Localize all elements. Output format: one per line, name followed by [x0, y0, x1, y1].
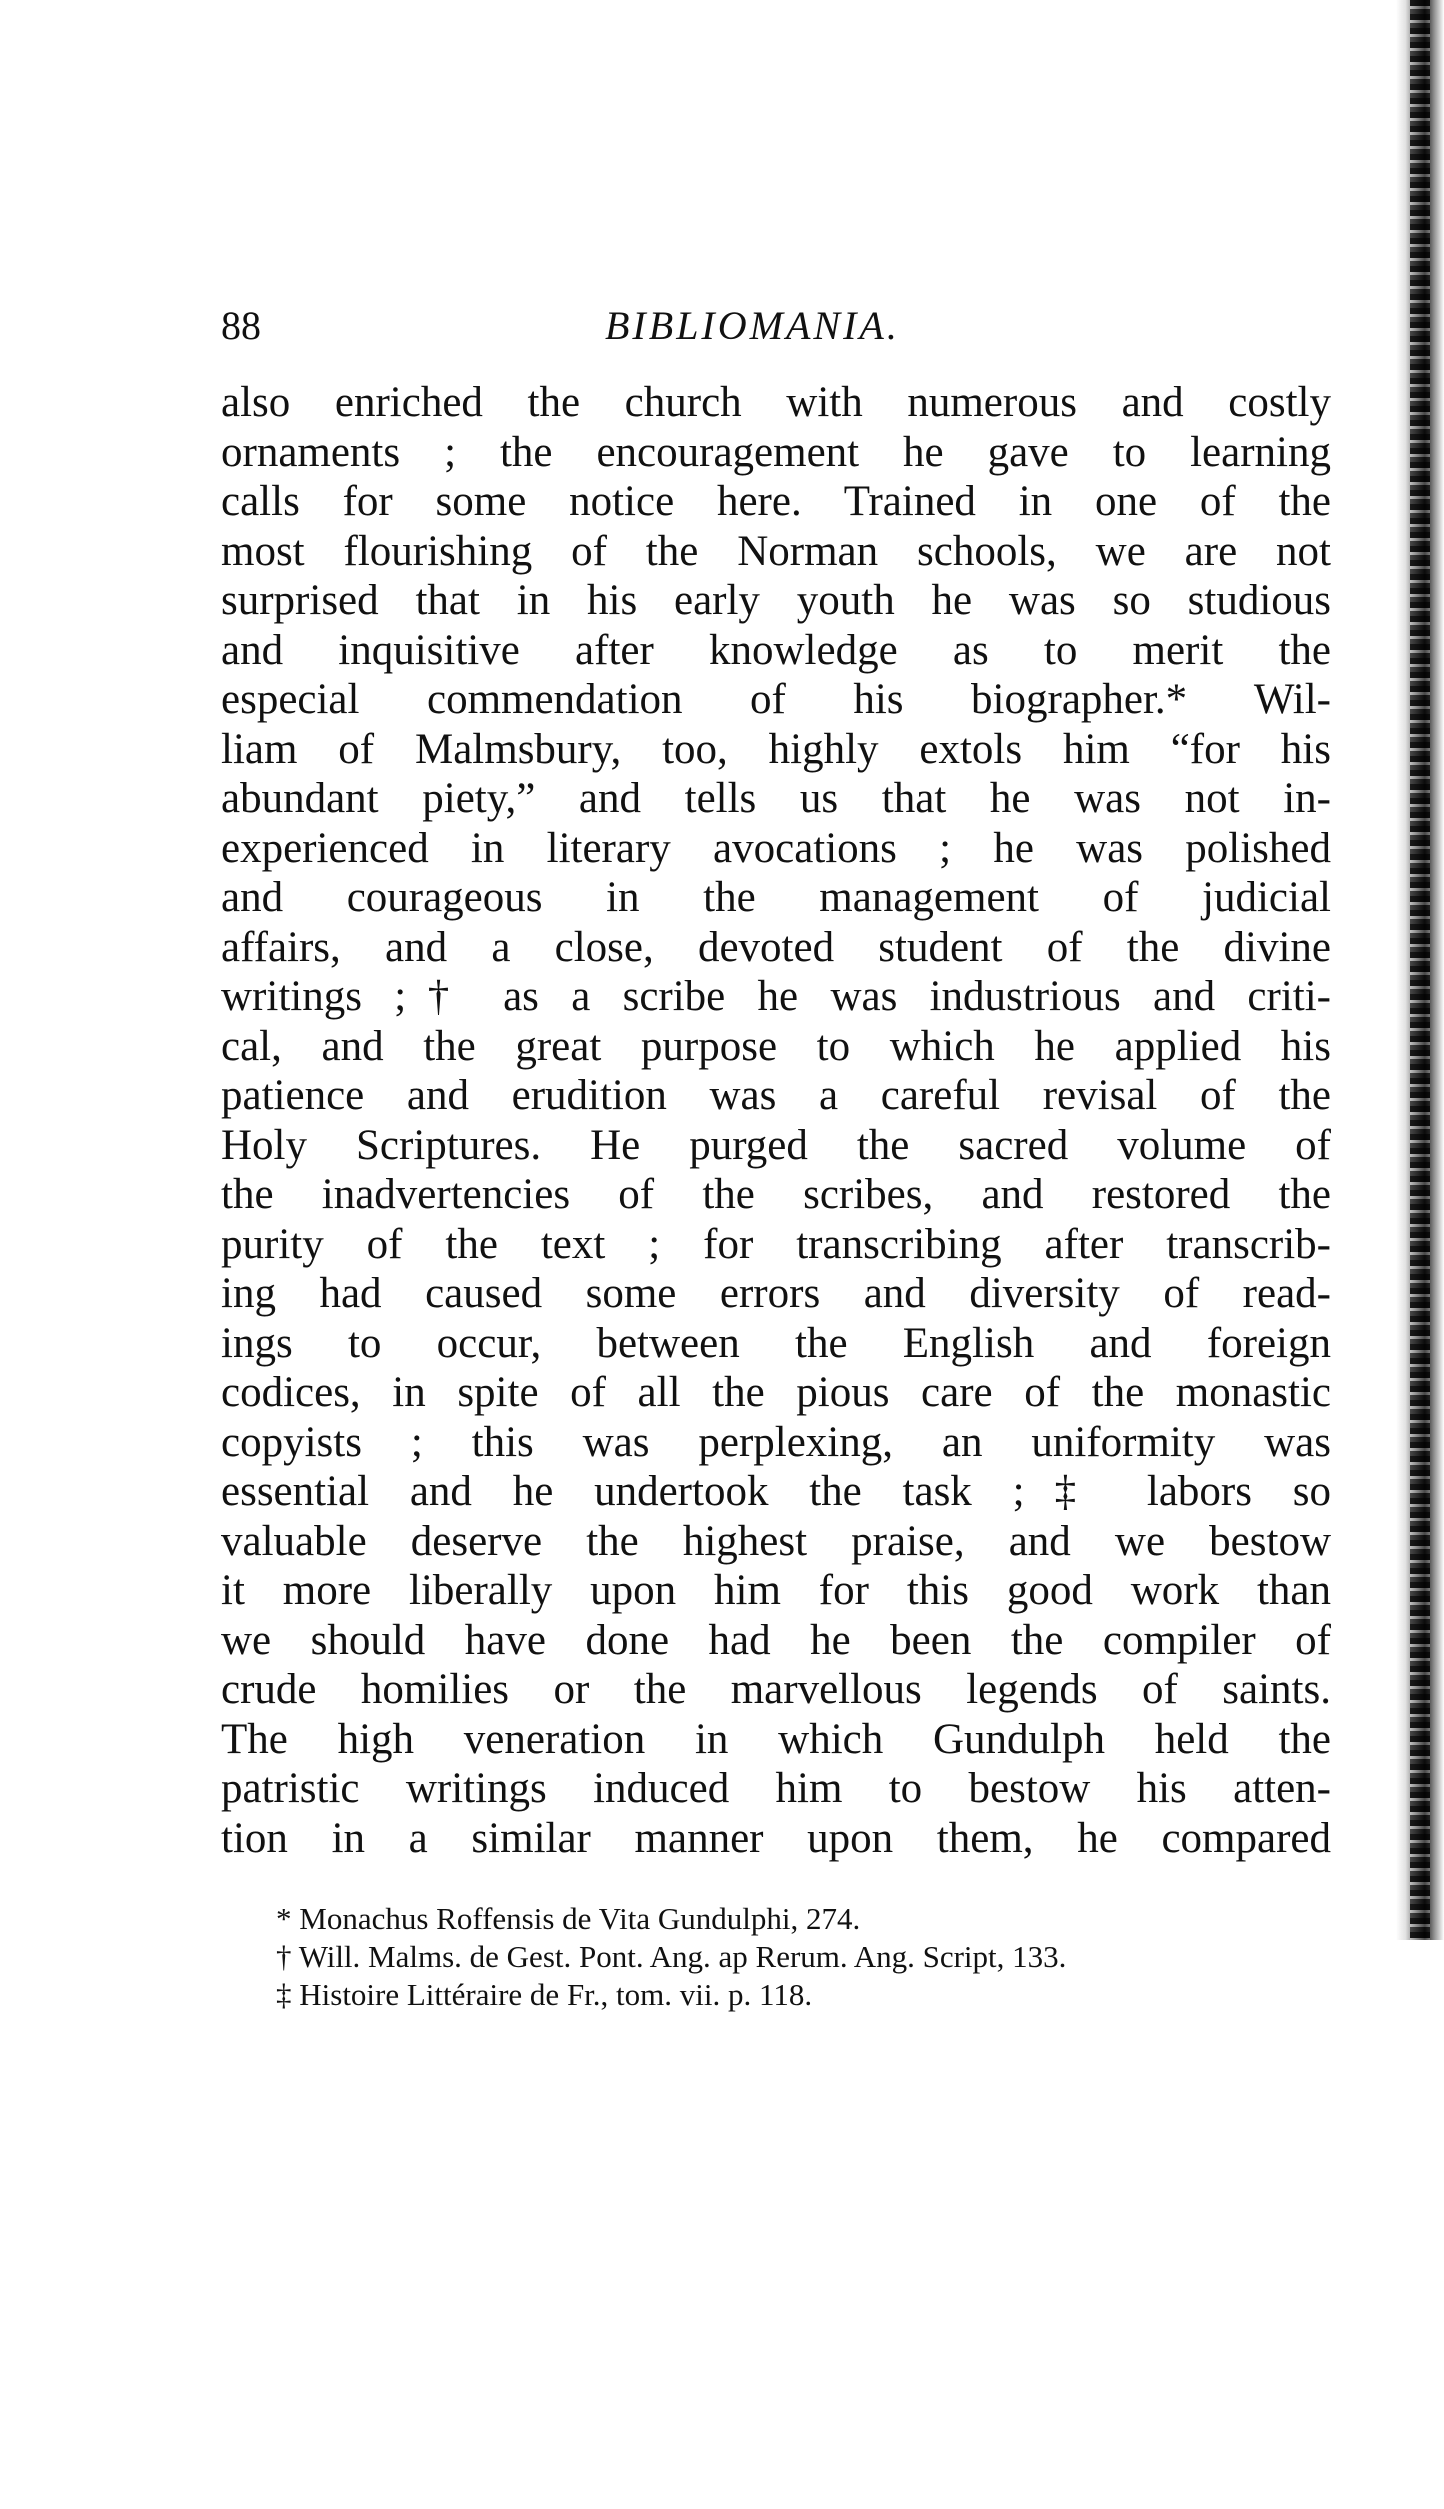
- text-line: we should have done had he been the compiler of: [221, 1616, 1331, 1664]
- footnote-double-dagger: ‡ Histoire Littéraire de Fr., tom. vii. p. 118.: [276, 1977, 813, 2012]
- text-line: it more liberally upon him for this good work than: [221, 1567, 1331, 1614]
- body-text: [221, 378, 1331, 1863]
- text-line: most flourishing of the Norman schools, we are not: [221, 527, 1331, 575]
- text-line: purity of the text ; for transcribing after transcrib-: [221, 1220, 1331, 1268]
- text-line: calls for some notice here. Trained in one of the: [221, 478, 1331, 525]
- footnote-dagger: † Will. Malms. de Gest. Pont. Ang. ap Rerum. Ang. Script, 133.: [276, 1939, 1067, 1974]
- text-line: tion in a similar manner upon them, he compared: [221, 1814, 1331, 1862]
- text-line: cal, and the great purpose to which he applied his: [221, 1022, 1331, 1070]
- text-line: ings to occur, between the English and foreign: [221, 1319, 1331, 1367]
- text-line: codices, in spite of all the pious care of the monastic: [221, 1369, 1331, 1416]
- footnotes: [276, 1900, 1336, 2014]
- text-line: surprised that in his early youth he was so studious: [221, 577, 1331, 624]
- text-line: and courageous in the management of judicial: [221, 874, 1331, 921]
- text-line: Holy Scriptures. He purged the sacred volume of: [221, 1121, 1331, 1169]
- text-line: abundant piety,” and tells us that he was not in-: [221, 775, 1331, 822]
- footnote-asterisk: * Monachus Roffensis de Vita Gundulphi, 274.: [276, 1901, 861, 1936]
- text-line: The high veneration in which Gundulph held the: [221, 1715, 1331, 1763]
- text-line: essential and he undertook the task ;‡ labors so: [221, 1468, 1331, 1515]
- running-title: BIBLIOMANIA.: [605, 303, 900, 348]
- text-line: experienced in literary avocations ; he was polished: [221, 824, 1331, 872]
- page-edge-shadow: [1396, 0, 1444, 1940]
- text-line: valuable deserve the highest praise, and we bestow: [221, 1517, 1331, 1565]
- text-line: liam of Malmsbury, too, highly extols him “for his: [221, 725, 1331, 773]
- page-number: 88: [221, 303, 261, 348]
- text-line: also enriched the church with numerous and costly: [221, 379, 1331, 426]
- text-line: ornaments ; the encouragement he gave to learning: [221, 428, 1331, 476]
- text-line: crude homilies or the marvellous legends of saints.: [221, 1666, 1331, 1713]
- text-line: copyists ; this was perplexing, an uniformity was: [221, 1418, 1331, 1466]
- text-line: patience and erudition was a careful revisal of the: [221, 1072, 1331, 1119]
- text-line: especial commendation of his biographer.* Wil-: [221, 676, 1331, 723]
- text-line: affairs, and a close, devoted student of the divine: [221, 923, 1331, 971]
- text-line: ing had caused some errors and diversity of read-: [221, 1270, 1331, 1317]
- text-line: writings ;† as a scribe he was industrious and criti-: [221, 973, 1331, 1020]
- running-head: [221, 300, 1331, 352]
- text-line: the inadvertencies of the scribes, and restored the: [221, 1171, 1331, 1218]
- text-line: patristic writings induced him to bestow his atten-: [221, 1765, 1331, 1812]
- text-line: and inquisitive after knowledge as to merit the: [221, 626, 1331, 674]
